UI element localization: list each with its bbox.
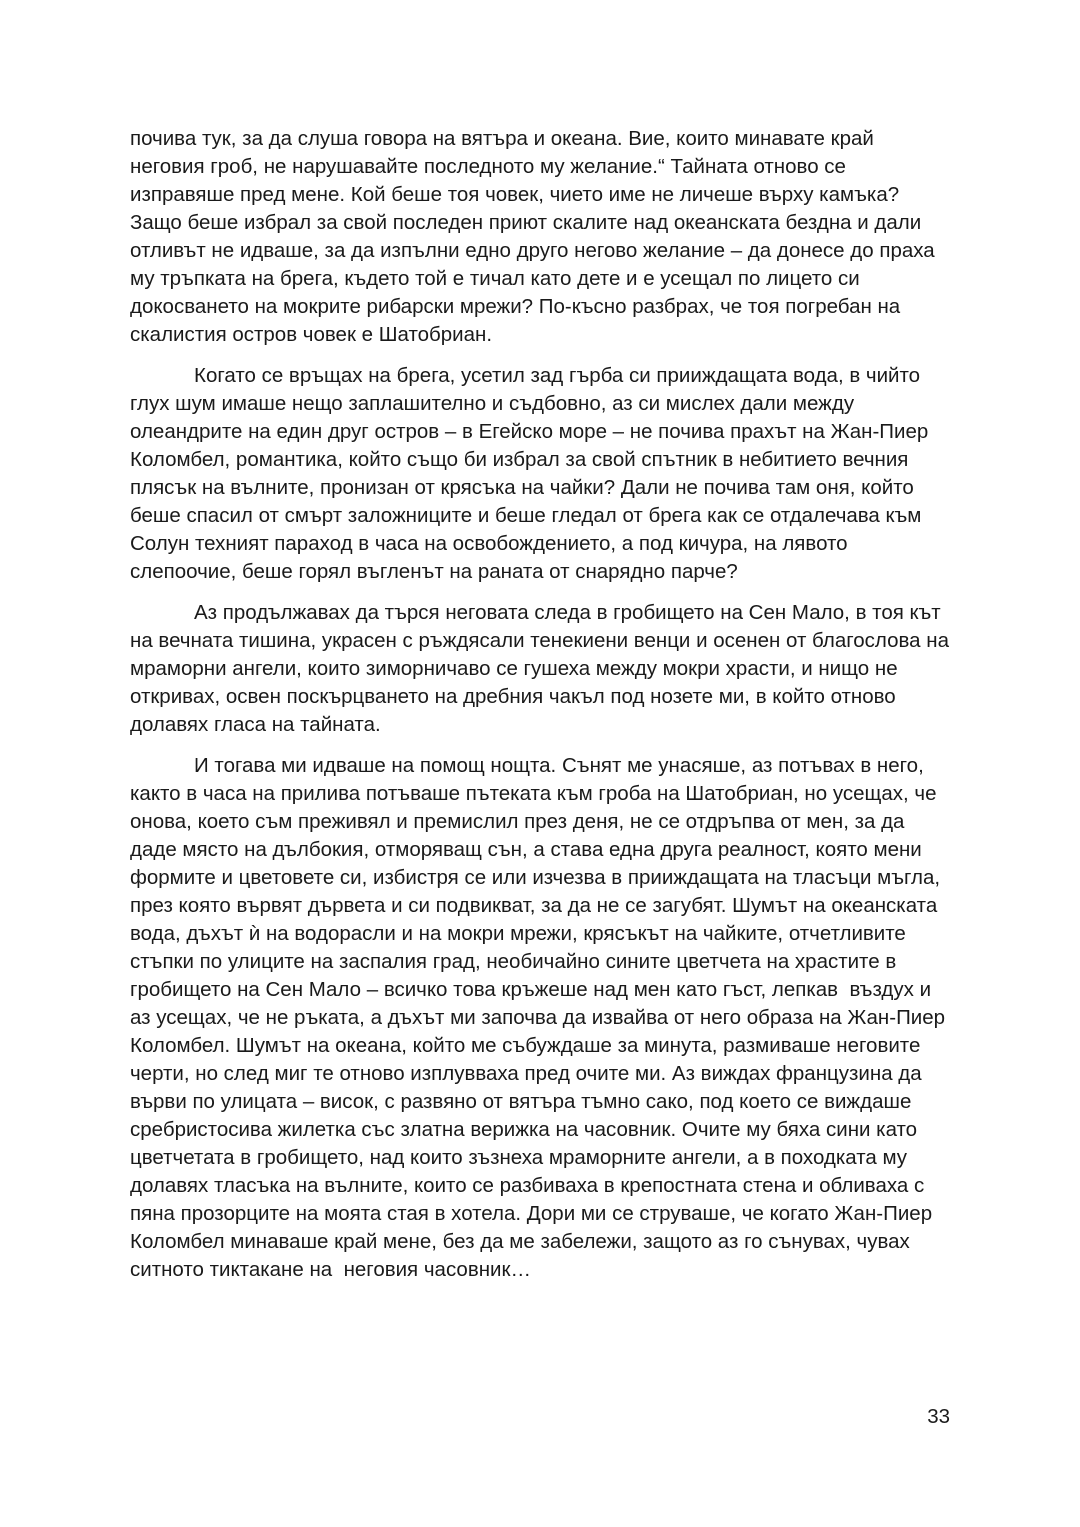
paragraph: Когато се връщах на брега, усетил зад гърба си прииждащата вода, в чийто глух шум имаше нещо заплашително и съдбовно, аз си мислех дали между олеандрите на един друг остров – в Егейско море – не почива прахът на Жан-Пиер Коломбел, романтика, който също би избрал за свой спътник в небитието вечния плясък на вълните, пронизан от крясъка на чайки? Дали не почива там оня, който беше спасил от смърт заложниците и беше гледал от брега как се отдалечава към Солун техният параход в часа на освобождението, а под кичура, на лявото слепоочие, беше горял въгленът на раната от снарядно парче?	[130, 364, 934, 583]
paragraph: И тогава ми идваше на помощ нощта. Сънят ме унасяше, аз потъвах в него, както в часа на прилива потъваше пътеката към гроба на Шатобриан, но усещах, че онова, което съм преживял и премислил през деня, не се отдръпва от мен, за да даде място на дълбокия, отморяващ сън, а става една друга реалност, която мени формите и цветовете си, избистря се или изчезва в прииждащата на тласъци мъгла, през която вървят дървета и си подвикват, за да не се загубят. Шумът на океанската вода, дъхът ѝ на водорасли и на мокри мрежи, крясъкът на чайките, отчетливите стъпки по улиците на заспалия град, необичайно сините цветчета на храстите в гробището на Сен Мало – всичко това кръжеше над мен като гъст, лепкав въздух и аз усещах, че не ръката, а дъхът ми започва да извайва от него образа на Жан-Пиер Коломбел. Шумът на океана, който ме събуждаше за минута, размиваше неговите черти, но след миг те отново изплувваха пред очите ми. Аз виждах французина да върви по улицата – висок, с развяно от вятъра тъмно сако, под което се виждаше сребристосива жилетка със златна верижка на часовник. Очите му бяха сини като цветчетата в гробището, над които зъзнеха мраморните ангели, а в походката му долавях тласъка на вълните, които се разбиваха в крепостната стена и обливаха с пяна прозорците на моята стая в хотела. Дори ми се струваше, че когато Жан-Пиер Коломбел минаваше край мене, без да ме забележи, защото аз го сънувах, чувах ситното тиктакане на неговия часовник…	[130, 754, 951, 1281]
text-column	[130, 125, 955, 1297]
paragraph: Аз продължавах да търся неговата следа в гробището на Сен Мало, в тоя кът на вечната тишина, украсен с ръждясали тенекиени венци и осенен от благослова на мраморни ангели, които зиморничаво се гушеха между мокри храсти, и нищо не откривах, освен поскърцването на дребния чакъл под нозете ми, в който отново долавях гласа на тайната.	[130, 601, 955, 736]
paragraph-continuation: почива тук, за да слуша говора на вятъра и океана. Вие, които минавате край неговия гроб, не нарушавайте последното му желание.“ Тайната отново се изправяше пред мене. Кой беше тоя човек, чието име не личеше върху камъка? Защо беше избрал за свой последен приют скалите над океанската бездна и дали отливът не идваше, за да изпълни едно друго негово желание – да донесе до праха му тръпката на брега, където той е тичал като дете и е усещал по лицето си докосването на мокрите рибарски мрежи? По-късно разбрах, че тоя погребан на скалистия остров човек е Шатобриан.	[130, 127, 941, 346]
page-number: 33	[927, 1405, 950, 1428]
